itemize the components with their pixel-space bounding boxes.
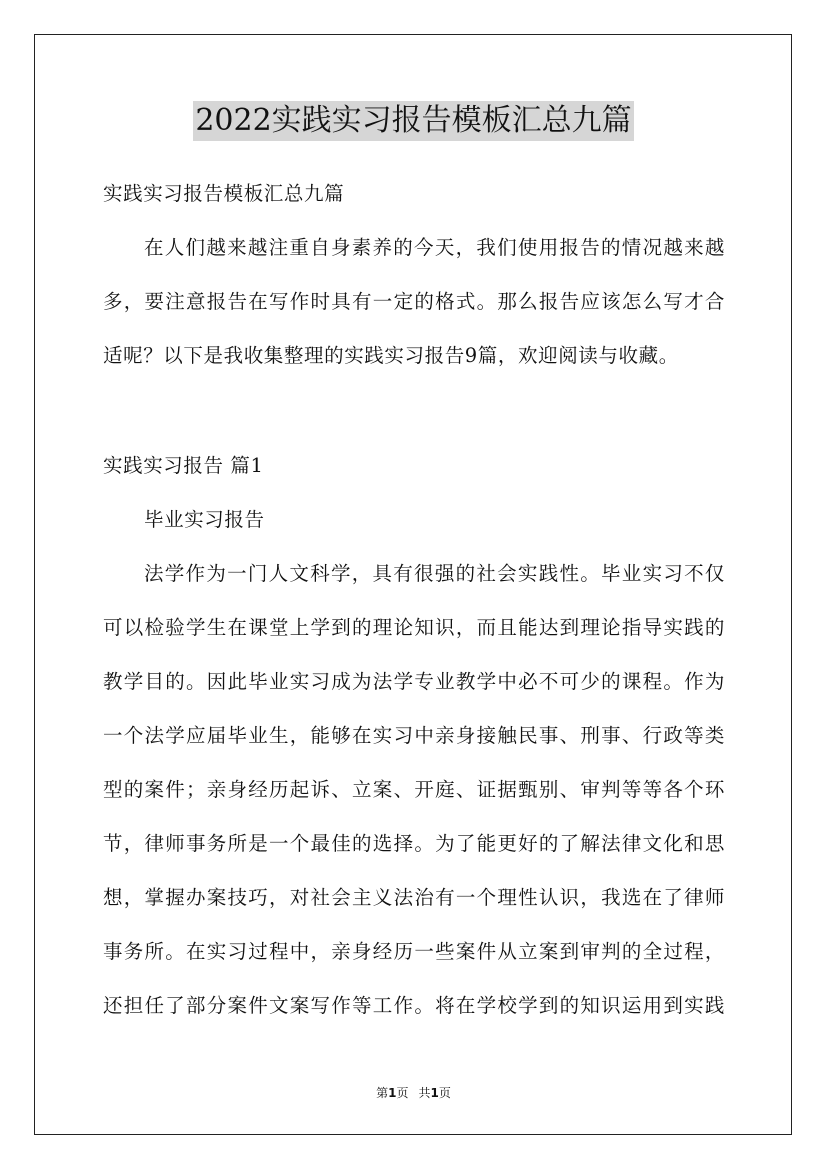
body-line-6: 节，律师事务所是一个最佳的选择。为了能更好的了解法律文化和思 bbox=[103, 832, 725, 855]
intro-line-3: 适呢？以下是我收集整理的实践实习报告9篇，欢迎阅读与收藏。 bbox=[103, 344, 679, 367]
body-line-4: 一个法学应届毕业生，能够在实习中亲身接触民事、刑事、行政等类 bbox=[103, 724, 725, 747]
section-heading: 实践实习报告 篇1 bbox=[103, 454, 264, 477]
body-line-7: 想，掌握办案技巧，对社会主义法治有一个理性认识，我选在了律师 bbox=[103, 886, 725, 909]
document-subtitle: 实践实习报告模板汇总九篇 bbox=[103, 182, 345, 205]
page-suffix: 页 bbox=[396, 1086, 409, 1100]
total-pages: 1 bbox=[430, 1086, 439, 1100]
body-line-3: 教学目的。因此毕业实习成为法学专业教学中必不可少的课程。作为 bbox=[103, 670, 725, 693]
page-footer bbox=[0, 1085, 827, 1101]
section-subheading: 毕业实习报告 bbox=[144, 508, 265, 531]
total-suffix: 页 bbox=[438, 1086, 451, 1100]
page-number: 1 bbox=[388, 1086, 397, 1100]
title-container bbox=[0, 101, 827, 141]
intro-line-2: 多，要注意报告在写作时具有一定的格式。那么报告应该怎么写才合 bbox=[103, 290, 725, 313]
body-line-8: 事务所。在实习过程中，亲身经历一些案件从立案到审判的全过程， bbox=[103, 940, 725, 963]
page-prefix: 第 bbox=[376, 1086, 389, 1100]
body-line-9: 还担任了部分案件文案写作等工作。将在学校学到的知识运用到实践 bbox=[103, 994, 725, 1017]
document-title: 2022实践实习报告模板汇总九篇 bbox=[193, 101, 633, 141]
body-line-2: 可以检验学生在课堂上学到的理论知识，而且能达到理论指导实践的 bbox=[103, 616, 725, 639]
intro-line-1: 在人们越来越注重自身素养的今天，我们使用报告的情况越来越 bbox=[144, 236, 725, 259]
body-line-1: 法学作为一门人文科学，具有很强的社会实践性。毕业实习不仅 bbox=[144, 562, 725, 585]
total-prefix: 共 bbox=[418, 1086, 431, 1100]
body-line-5: 型的案件；亲身经历起诉、立案、开庭、证据甄别、审判等等各个环 bbox=[103, 778, 725, 801]
